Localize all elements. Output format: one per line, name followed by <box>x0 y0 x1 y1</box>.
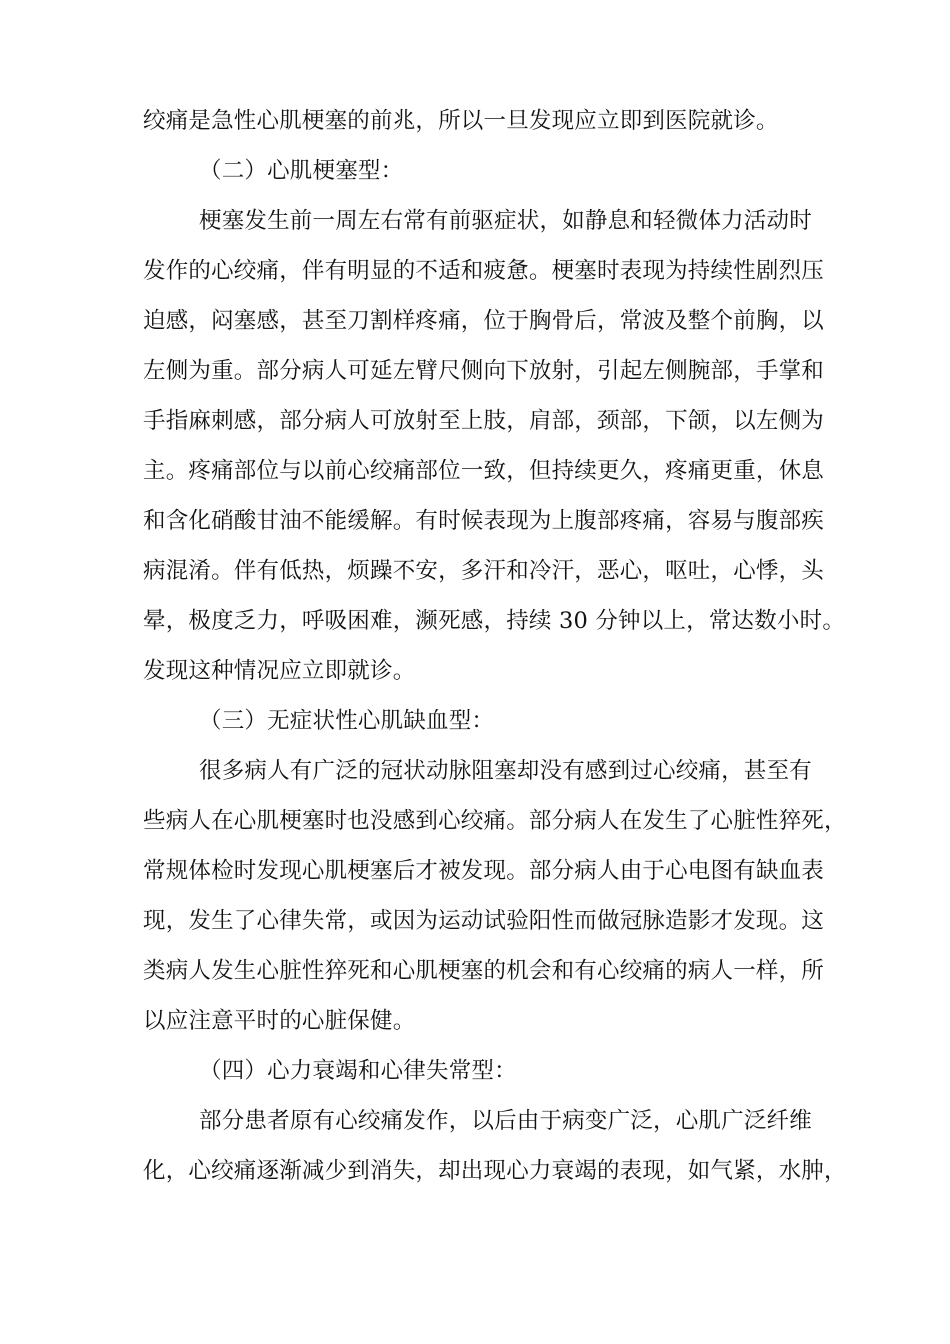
text-line: 常规体检时发现心肌梗塞后才被发现。部分病人由于心电图有缺血表 <box>143 858 825 884</box>
text-line: 化，心绞痛逐渐减少到消失，却出现心力衰竭的表现，如气紧，水肿， <box>143 1158 847 1184</box>
section-heading-2: （二）心肌梗塞型： <box>199 158 404 184</box>
text-line: 病混淆。伴有低热，烦躁不安，多汗和冷汗，恶心，呕吐，心悸，头 <box>143 558 825 584</box>
text-line: 手指麻刺感，部分病人可放射至上肢，肩部，颈部，下颌，以左侧为 <box>143 408 825 434</box>
text-line: 发现这种情况应立即就诊。 <box>143 658 416 684</box>
text-line: 些病人在心肌梗塞时也没感到心绞痛。部分病人在发生了心脏性猝死， <box>143 808 847 834</box>
text-line: 左侧为重。部分病人可延左臂尺侧向下放射，引起左侧腕部，手掌和 <box>143 358 825 384</box>
text-line: 部分患者原有心绞痛发作，以后由于病变广泛，心肌广泛纤维 <box>199 1108 812 1134</box>
text-line: 现，发生了心律失常，或因为运动试验阳性而做冠脉造影才发现。这 <box>143 908 825 934</box>
section-heading-3: （三）无症状性心肌缺血型： <box>199 708 495 734</box>
text-line: 晕，极度乏力，呼吸困难，濒死感，持续 30 分钟以上，常达数小时。 <box>143 608 846 634</box>
text-line: 绞痛是急性心肌梗塞的前兆，所以一旦发现应立即到医院就诊。 <box>143 108 779 134</box>
text-line: 发作的心绞痛，伴有明显的不适和疲惫。梗塞时表现为持续性剧烈压 <box>143 258 825 284</box>
text-line: 以应注意平时的心脏保健。 <box>143 1008 416 1034</box>
section-heading-4: （四）心力衰竭和心律失常型： <box>199 1058 517 1084</box>
text-line: 和含化硝酸甘油不能缓解。有时候表现为上腹部疼痛，容易与腹部疾 <box>143 508 825 534</box>
text-line: 梗塞发生前一周左右常有前驱症状，如静息和轻微体力活动时 <box>199 208 812 234</box>
text-line: 很多病人有广泛的冠状动脉阻塞却没有感到过心绞痛，甚至有 <box>199 758 812 784</box>
text-line: 迫感，闷塞感，甚至刀割样疼痛，位于胸骨后，常波及整个前胸，以 <box>143 308 825 334</box>
text-line: 类病人发生心脏性猝死和心肌梗塞的机会和有心绞痛的病人一样，所 <box>143 958 825 984</box>
text-line: 主。疼痛部位与以前心绞痛部位一致，但持续更久，疼痛更重，休息 <box>143 458 825 484</box>
